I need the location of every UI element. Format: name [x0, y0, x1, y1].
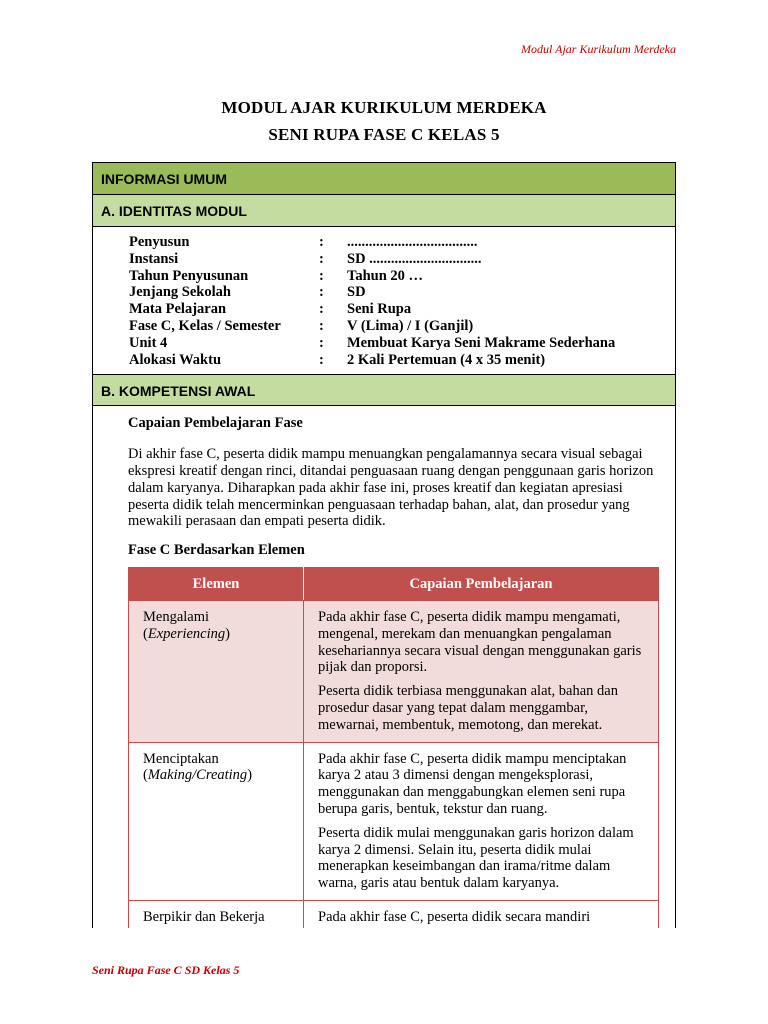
- identitas-row: [129, 268, 675, 285]
- elemen-english: (Making/Creating): [143, 767, 253, 784]
- identitas-label: Fase C, Kelas / Semester: [129, 317, 281, 334]
- table-row: [129, 900, 659, 928]
- identitas-colon: :: [319, 250, 324, 267]
- identitas-value: Tahun 20 …: [347, 267, 424, 284]
- identitas-row: [129, 251, 675, 268]
- cp-cell: [304, 600, 659, 742]
- col-header-cp: Capaian Pembelajaran: [304, 567, 659, 600]
- identitas-label: Penyusun: [129, 234, 190, 250]
- running-header: Modul Ajar Kurikulum Merdeka: [521, 42, 676, 56]
- identitas-value: SD: [347, 284, 366, 301]
- elemen-name: Berpikir dan Bekerja: [143, 908, 265, 925]
- identitas-label: Alokasi Waktu: [129, 351, 222, 368]
- cp-paragraph: Pada akhir fase C, peserta didik secara mandiri: [318, 908, 591, 925]
- title-line-1: MODUL AJAR KURIKULUM MERDEKA: [221, 98, 547, 117]
- elemen-table: [128, 567, 659, 928]
- identitas-colon: :: [319, 234, 324, 250]
- identitas-value: Membuat Karya Seni Makrame Sederhana: [347, 334, 616, 351]
- col-header-elemen: Elemen: [129, 567, 304, 600]
- cp-paragraph: Pada akhir fase C, peserta didik mampu menciptakan karya 2 atau 3 dimensi dengan mengeksplorasi, menggunakan dan menggabungkan elemen seni rupa berupa garis, bentuk, tekstur dan ruang.: [318, 750, 627, 817]
- identitas-row: [129, 352, 675, 369]
- elemen-heading: Fase C Berdasarkan Elemen: [128, 542, 305, 559]
- elemen-cell: [129, 600, 304, 742]
- table-row: [129, 742, 659, 900]
- identitas-value: SD ...............................: [347, 250, 482, 267]
- kompetensi-awal-body: [93, 406, 675, 928]
- identitas-colon: :: [319, 317, 324, 334]
- identitas-label: Jenjang Sekolah: [129, 284, 231, 301]
- identitas-row: [129, 284, 675, 301]
- elemen-cell: [129, 900, 304, 928]
- informasi-umum-header: INFORMASI UMUM: [93, 163, 675, 195]
- identitas-value: ....................................: [347, 234, 478, 250]
- title-line-2: SENI RUPA FASE C KELAS 5: [268, 125, 500, 144]
- running-footer: Seni Rupa Fase C SD Kelas 5: [92, 963, 240, 977]
- cp-cell: [304, 900, 659, 928]
- identitas-colon: :: [319, 301, 324, 318]
- module-frame: [92, 162, 676, 928]
- identitas-modul-header: A. IDENTITAS MODUL: [93, 195, 675, 227]
- table-header-row: [129, 567, 659, 600]
- identitas-value: 2 Kali Pertemuan (4 x 35 menit): [347, 351, 546, 368]
- identitas-list: [93, 227, 675, 374]
- identitas-label: Tahun Penyusunan: [129, 267, 249, 284]
- identitas-colon: :: [319, 351, 324, 368]
- kompetensi-awal-header: B. KOMPETENSI AWAL: [93, 374, 675, 406]
- identitas-value: Seni Rupa: [347, 301, 412, 318]
- elemen-name: Mengalami: [143, 608, 210, 625]
- cp-paragraph: Peserta didik mulai menggunakan garis horizon dalam karya 2 dimensi. Selain itu, peserta didik mulai menerapkan keseimbangan dan irama/ritme dalam warna, garis atau bentuk dalam karyanya.: [318, 824, 634, 892]
- identitas-colon: :: [319, 284, 324, 301]
- cp-cell: [304, 742, 659, 900]
- identitas-row: [129, 301, 675, 318]
- identitas-row: [129, 318, 675, 335]
- identitas-row: [129, 335, 675, 352]
- cp-paragraph: Pada akhir fase C, peserta didik mampu mengamati, mengenal, merekam dan menuangkan pengalaman kesehariannya secara visual dengan menggunakan garis pijak dan proporsi.: [318, 608, 642, 676]
- identitas-colon: :: [319, 267, 324, 284]
- table-row: [129, 600, 659, 742]
- elemen-cell: [129, 742, 304, 900]
- elemen-name: Menciptakan: [143, 750, 219, 767]
- identitas-label: Instansi: [129, 250, 179, 267]
- identitas-colon: :: [319, 334, 324, 351]
- elemen-english: (Experiencing): [143, 625, 230, 642]
- cp-paragraph: Peserta didik terbiasa menggunakan alat, bahan dan prosedur dasar yang tepat dalam menggambar, mewarnai, membentuk, memotong, dan merekat.: [318, 683, 618, 733]
- cp-fase-heading: Capaian Pembelajaran Fase: [128, 415, 303, 432]
- document-title: [0, 94, 768, 148]
- cp-fase-text: Di akhir fase C, peserta didik mampu menuangkan pengalamannya secara visual sebagai ekspresi kreatif dengan rinci, ditandai penguasaan ruang dengan penggunaan garis horizon dalam karyanya. Diharapkan pada akhir fase ini, proses kreatif dan kegiatan apresiasi peserta didik telah mencerminkan penguasaan terhadap bahan, alat, dan prosedur yang mewakili perasaan dan empati peserta didik.: [128, 446, 654, 530]
- identitas-label: Unit 4: [129, 334, 168, 351]
- identitas-row: [129, 234, 675, 251]
- identitas-label: Mata Pelajaran: [129, 301, 227, 318]
- identitas-value: V (Lima) / I (Ganjil): [347, 317, 474, 334]
